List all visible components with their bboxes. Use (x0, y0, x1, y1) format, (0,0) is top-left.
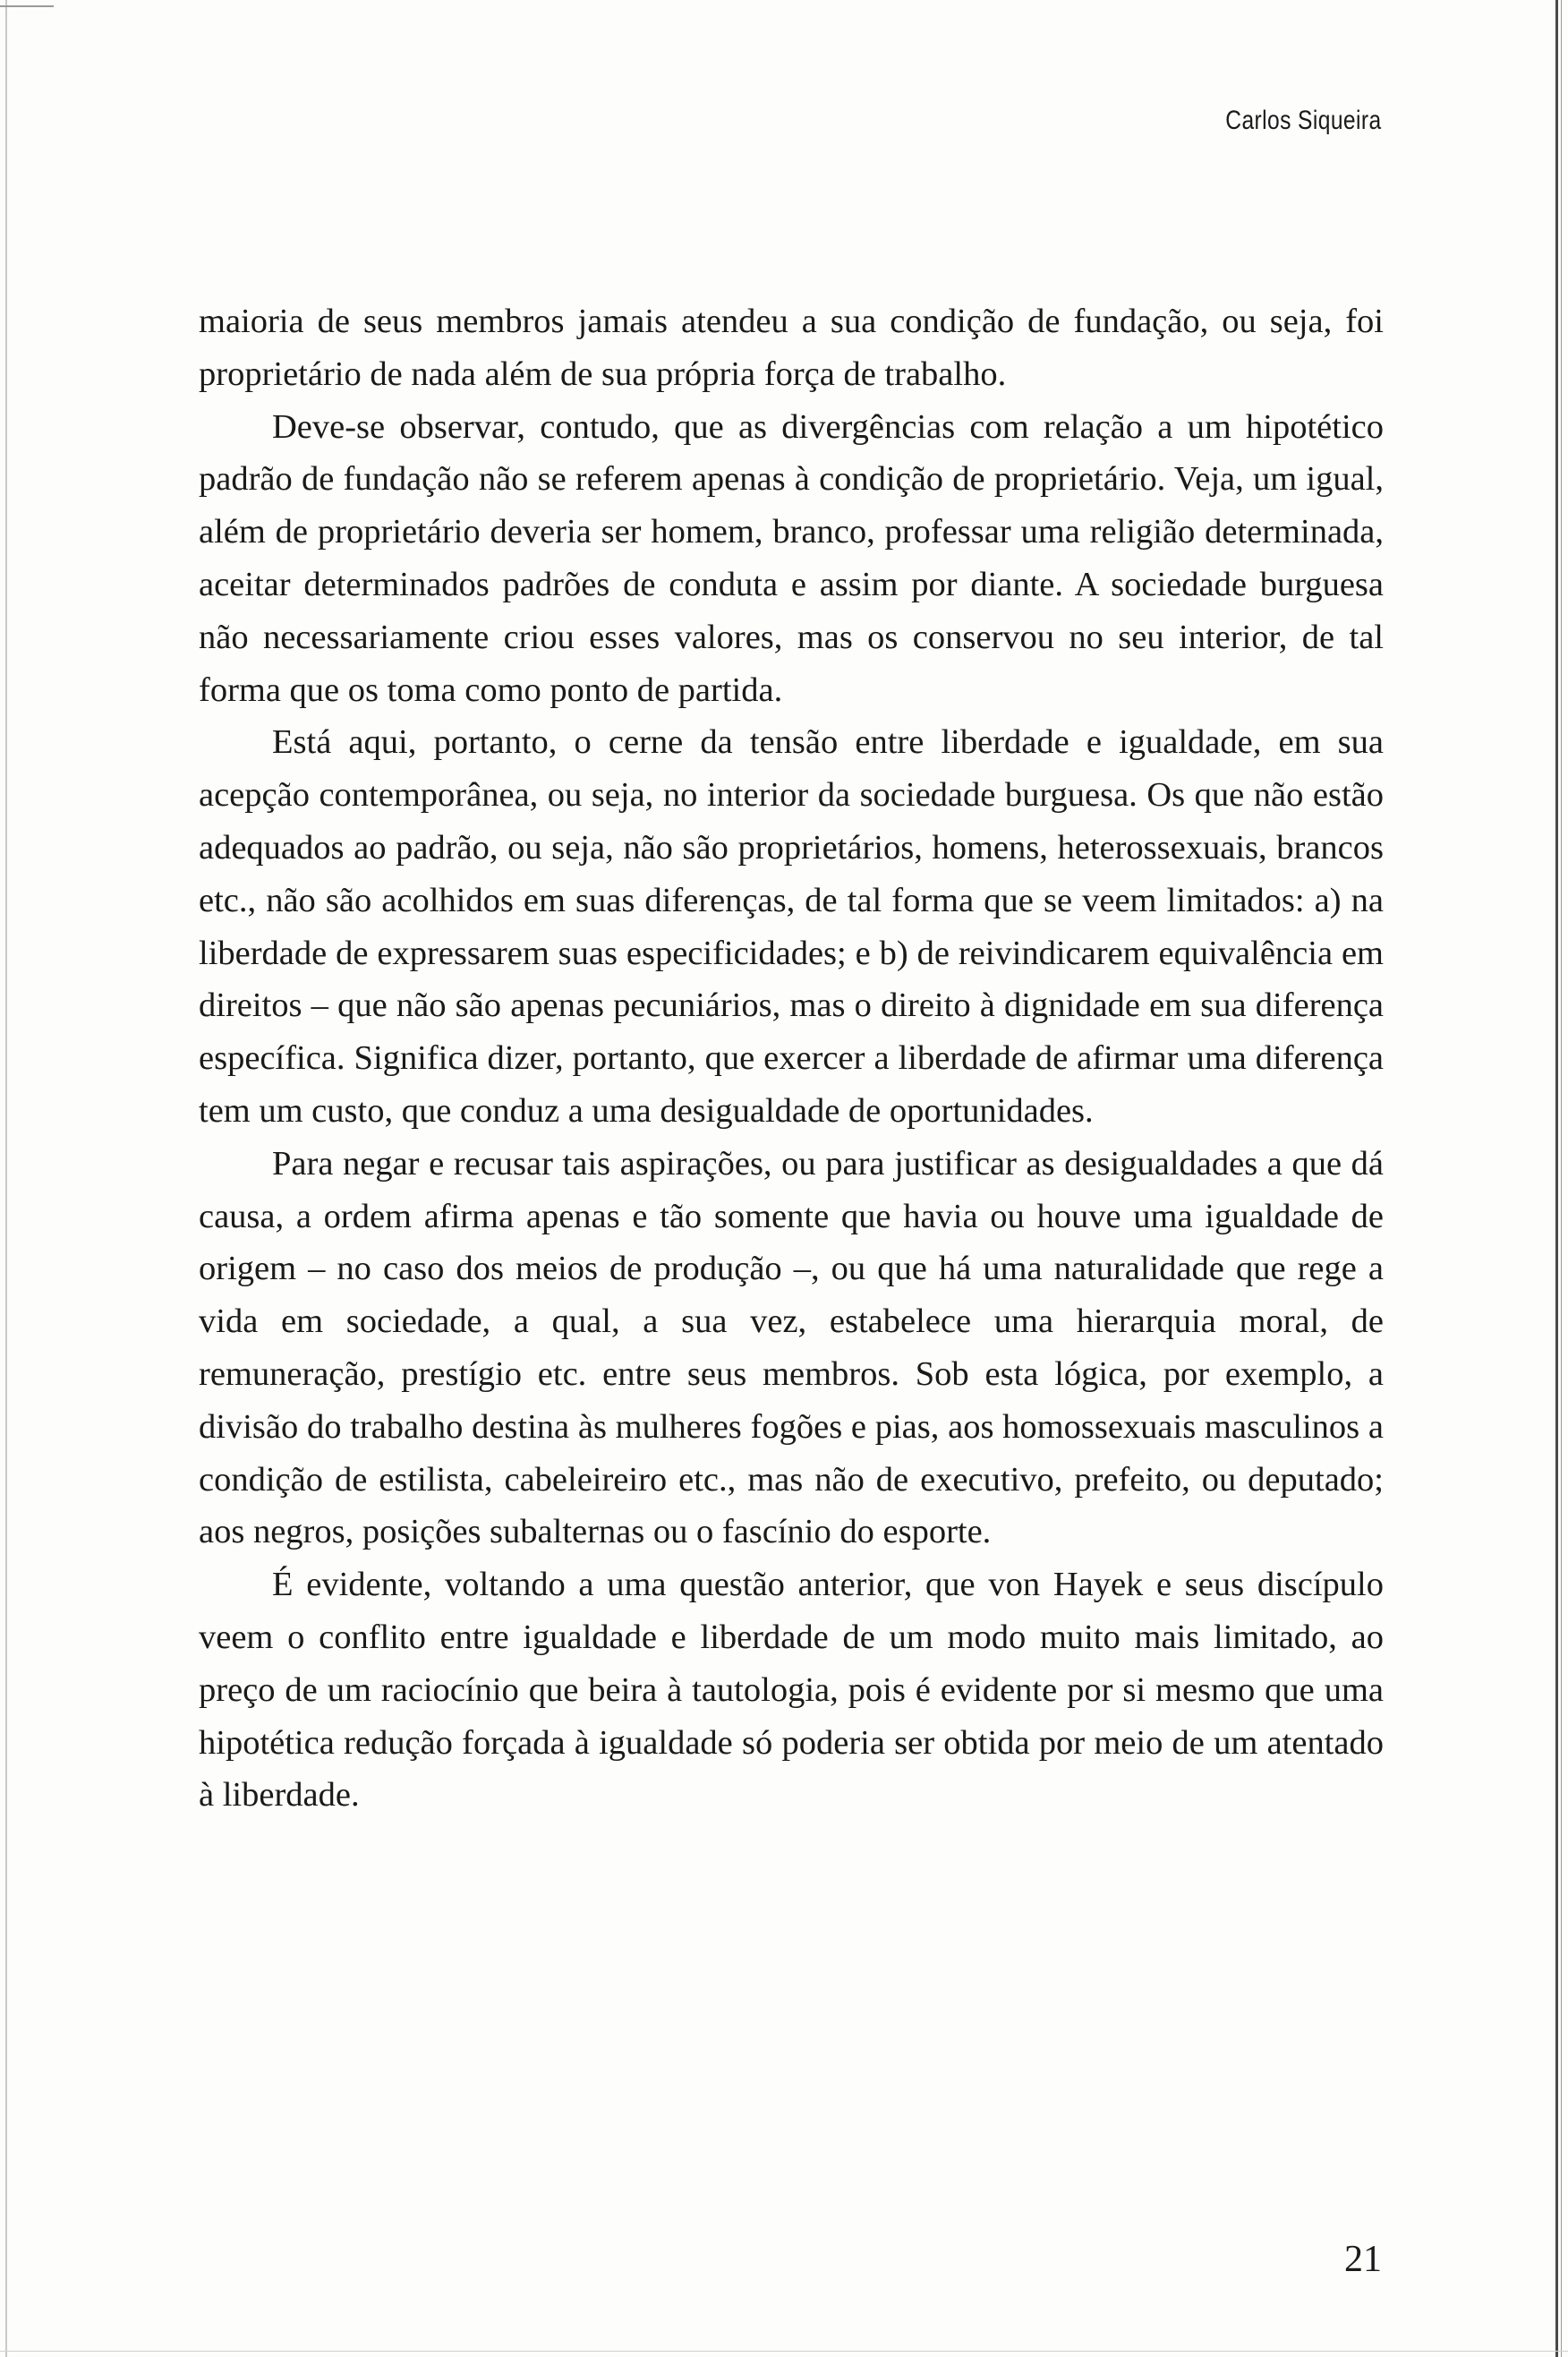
paragraph: Está aqui, portanto, o cerne da tensão entre liberdade e igualdade, em sua acepção contemporânea, ou seja, no interior da sociedade burguesa. Os que não estão adequados ao padrão, ou seja, não são proprietários, homens, heterossexuais, brancos etc., não são acolhidos em suas diferenças, de tal forma que se veem limitados: a) na liberdade de expressarem suas especificidades; e b) de reivindicarem equivalência em direitos – que não são apenas pecuniários, mas o direito à dignidade em sua diferença específica. Significa dizer, portanto, que exercer a liberdade de afirmar uma diferença tem um custo, que conduz a uma desigualdade de oportunidades. (199, 723, 1384, 1130)
scan-edge-right-inner (1561, 0, 1562, 2357)
scan-edge-left (5, 0, 7, 2357)
paragraph: É evidente, voltando a uma questão anterior, que von Hayek e seus discípulo veem o conflito entre igualdade e liberdade de um modo muito mais limitado, ao preço de um raciocínio que beira à tautologia, pois é evidente por si mesmo que uma hipotética redução forçada à igualdade só poderia ser obtida por meio de um atentado à liberdade. (199, 1566, 1384, 1815)
running-header-author: Carlos Siqueira (1225, 106, 1382, 135)
scan-edge-bottom (0, 2351, 1568, 2352)
paragraph: Para negar e recusar tais aspirações, ou para justificar as desigualdades a que dá causa, a ordem afirma apenas e tão somente que havia ou houve uma igualdade de origem – no caso dos meios de produção –, ou que há uma naturalidade que rege a vida em sociedade, a qual, a sua vez, estabelece uma hierarquia moral, de remuneração, prestígio etc. entre seus membros. Sob esta lógica, por exemplo, a divisão do trabalho destina às mulheres fogões e pias, aos homossexuais masculinos a condição de estilista, cabeleireiro etc., mas não de executivo, prefeito, ou deputado; aos negros, posições subalternas ou o fascínio do esporte. (199, 1144, 1384, 1551)
page-number: 21 (1344, 2239, 1382, 2280)
scan-edge-top (0, 5, 54, 7)
paragraph: Deve-se observar, contudo, que as divergências com relação a um hipotético padrão de fundação não se referem apenas à condição de proprietário. Veja, um igual, além de proprietário deveria ser homem, branco, professar uma religião determinada, aceitar determinados padrões de conduta e assim por diante. A sociedade burguesa não necessariamente criou esses valores, mas os conservou no seu interior, de tal forma que os toma como ponto de partida. (199, 407, 1384, 709)
scan-edge-right (1555, 0, 1558, 2357)
body-text (199, 295, 1384, 1822)
paragraph: maioria de seus membros jamais atendeu a sua condição de fundação, ou seja, foi proprietário de nada além de sua própria força de trabalho. (199, 303, 1384, 393)
